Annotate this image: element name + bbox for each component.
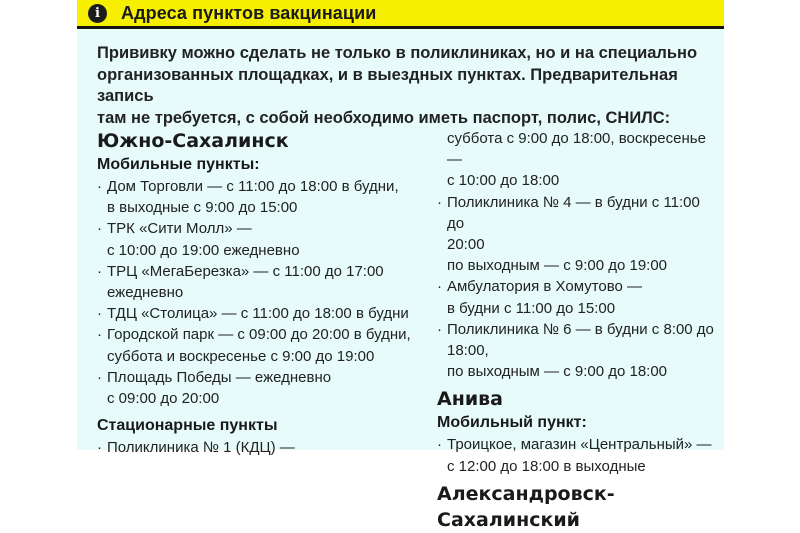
bullet-mark: ·	[437, 278, 442, 296]
stationary-points-list	[97, 437, 427, 458]
card-header	[77, 0, 724, 29]
entry-line: с 10:00 до 19:00 ежедневно	[107, 241, 300, 259]
bullet-mark: ·	[437, 436, 442, 454]
right-column	[437, 128, 717, 533]
entry-line: 18:00,	[447, 342, 489, 360]
entry-line: суббота с 9:00 до 18:00, воскресенье —	[447, 130, 706, 169]
bullet-mark: ·	[97, 368, 102, 386]
city-heading: Анива	[437, 388, 503, 411]
entry-line: Площадь Победы — ежедневно	[107, 368, 332, 386]
bullet-mark: ·	[97, 305, 102, 323]
entry-line: 20:00	[447, 236, 485, 254]
mobile-points-list	[97, 176, 427, 409]
entry-line: Амбулатория в Хомутово —	[447, 278, 643, 296]
bullet-mark: ·	[97, 439, 102, 457]
info-icon: i	[88, 4, 107, 23]
entry-line: Троицкое, магазин «Центральный» —	[447, 436, 712, 454]
bullet-mark: ·	[97, 326, 102, 344]
points-list	[437, 192, 717, 383]
entry-line: ТРЦ «МегаБерезка» — с 11:00 до 17:00	[107, 262, 384, 280]
bullet-mark: ·	[97, 262, 102, 280]
entry-line: Поликлиника № 4 — в будни с 11:00 до	[447, 193, 700, 232]
list-item	[437, 434, 717, 476]
list-item	[97, 324, 427, 366]
list-item	[97, 303, 427, 324]
section-heading: Мобильный пункт:	[437, 414, 587, 432]
entry-line: Поликлиника № 6 — в будни с 8:00 до	[447, 320, 714, 338]
list-item	[97, 261, 427, 303]
card-title: Адреса пунктов вакцинации	[121, 2, 377, 23]
section-heading: Стационарные пункты	[97, 417, 278, 435]
entry-line: с 10:00 до 18:00	[447, 172, 560, 190]
entry-line: ежедневно	[107, 284, 184, 302]
entry-line: ТДЦ «Столица» — с 11:00 до 18:00 в будни	[107, 305, 409, 323]
intro-text	[97, 43, 707, 129]
entry-line: по выходным — с 9:00 до 18:00	[447, 363, 668, 381]
entry-line: по выходным — с 9:00 до 19:00	[447, 257, 668, 275]
intro-line: там не требуется, с собой необходимо иметь паспорт, полис, СНИЛС:	[97, 108, 671, 127]
list-item	[97, 176, 427, 218]
mobile-points-list	[437, 434, 717, 476]
list-item-continuation	[437, 128, 717, 192]
list-item	[97, 367, 427, 409]
bullet-mark: ·	[437, 193, 442, 211]
list-item	[97, 437, 427, 458]
city-heading: Южно-Сахалинск	[97, 130, 289, 152]
bullet-mark: ·	[97, 220, 102, 238]
city-heading: Александровск-Сахалинский	[437, 482, 615, 531]
entry-line: Поликлиника № 1 (КДЦ) —	[107, 439, 295, 457]
entry-line: суббота и воскресенье с 9:00 до 19:00	[107, 347, 375, 365]
list-item	[437, 276, 717, 318]
entry-line: в выходные с 9:00 до 15:00	[107, 199, 298, 217]
list-item	[437, 319, 717, 383]
intro-line: организованных площадках, и в выездных пунктах. Предварительная запись	[97, 65, 678, 105]
bullet-mark: ·	[437, 320, 442, 338]
left-column	[97, 128, 427, 458]
bullet-mark: ·	[97, 178, 102, 195]
entry-line: с 12:00 до 18:00 в выходные	[447, 457, 646, 475]
list-item	[97, 218, 427, 260]
intro-line: Прививку можно сделать не только в поликлиниках, но и на специально	[97, 44, 698, 62]
entry-line: Городской парк — с 09:00 до 20:00 в будни,	[107, 326, 411, 344]
section-heading: Мобильные пункты:	[97, 156, 260, 173]
entry-line: с 09:00 до 20:00	[107, 390, 220, 408]
entry-line: в будни с 11:00 до 15:00	[447, 299, 616, 317]
list-item	[437, 192, 717, 277]
entry-line: ТРК «Сити Молл» —	[107, 220, 252, 238]
entry-line: Дом Торговли — с 11:00 до 18:00 в будни,	[107, 178, 399, 195]
